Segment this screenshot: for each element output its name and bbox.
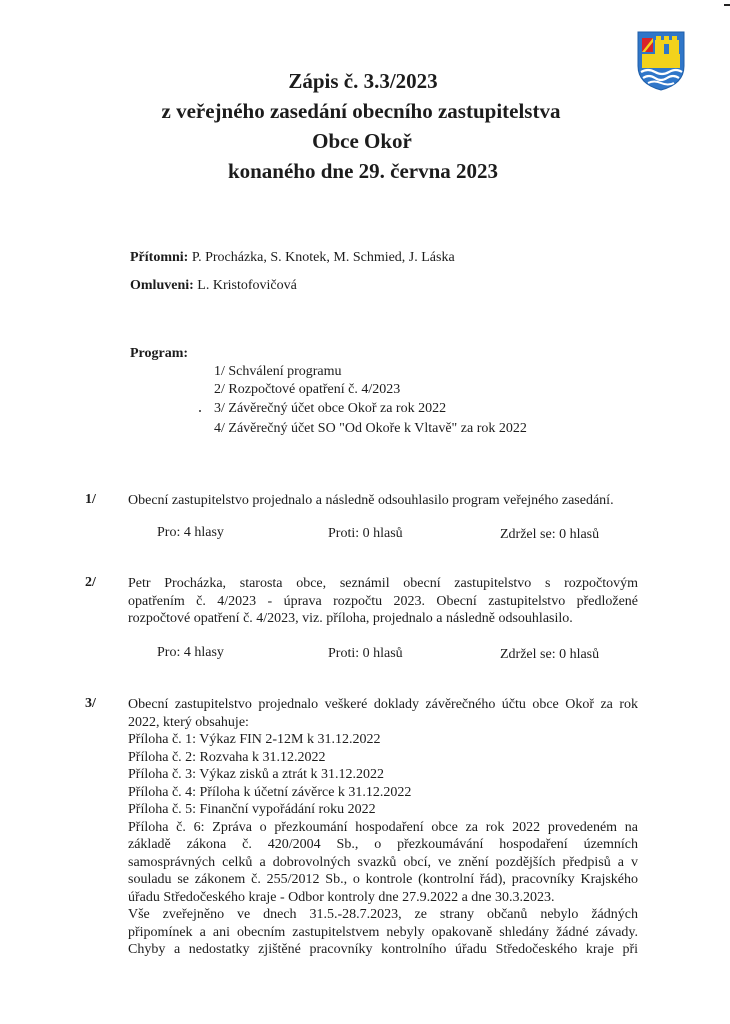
text-line: samosprávných celků a dobrovolných svazků obcí, ve znění pozdějších předpisů a v — [128, 854, 638, 870]
attachment-item: Příloha č. 2: Rozvaha k 31.12.2022 — [128, 749, 326, 765]
scan-mark — [724, 4, 730, 6]
text-line: Obecní zastupitelstvo projednalo veškeré doklady závěrečného účtu obce Okoř za rok — [128, 697, 638, 712]
attachment-item: Příloha č. 1: Výkaz FIN 2-12M k 31.12.2022 — [128, 732, 381, 747]
present-names: P. Procházka, S. Knotek, M. Schmied, J. Láska — [191, 250, 455, 265]
present-label: Přítomni: — [130, 250, 189, 265]
document-subtitle: z veřejného zasedání obecního zastupitelstva — [161, 99, 561, 123]
text-line: rozpočtové opatření č. 4/2023, viz. příloha, projednalo a následně odsouhlasilo. — [128, 611, 573, 626]
program-item: 4/ Závěrečný účet SO "Od Okoře k Vltavě" za rok 2022 — [214, 421, 527, 436]
item-text — [128, 575, 638, 628]
excused-names: L. Kristofovičová — [197, 278, 297, 293]
program-item: 3/ Závěrečný účet obce Okoř za rok 2022 — [214, 401, 447, 416]
vote-proti: Proti: 0 hlasů — [328, 646, 403, 661]
item-number: 3/ — [85, 696, 96, 711]
attachment-item: Příloha č. 3: Výkaz zisků a ztrát k 31.12.2022 — [128, 767, 384, 782]
text-line: úřadu Středočeského kraje - Odbor kontroly dne 27.9.2022 a dne 30.3.2023. — [128, 889, 555, 905]
vote-zdrzel: Zdržel se: 0 hlasů — [500, 647, 600, 662]
text-line: Chyby a nedostatky zjištěné pracovníky kontrolního úřadu Středočeského kraje při — [128, 942, 638, 957]
scan-speck — [199, 410, 201, 412]
item-number: 2/ — [85, 575, 96, 590]
vote-pro: Pro: 4 hlasy — [157, 525, 224, 540]
program-item: 1/ Schválení programu — [214, 364, 342, 379]
vote-proti: Proti: 0 hlasů — [328, 526, 403, 541]
item-text-continued — [128, 819, 638, 959]
text-line: opatřením č. 4/2023 - úprava rozpočtu 2023. Obecní zastupitelstvo předložené — [128, 593, 638, 609]
vote-pro: Pro: 4 hlasy — [157, 645, 224, 660]
document-title: Zápis č. 3.3/2023 — [288, 69, 438, 93]
text-line: souladu se zákonem č. 255/2012 Sb., o kontrole (kontrolní řád), pracovníky Krajského — [128, 872, 638, 887]
text-line: připomínek a ani obecním zastupitelstvem nebyly opakovaně shledány žádné závady. — [128, 924, 638, 940]
text-line: Příloha č. 6: Zpráva o přezkoumání hospodaření obce za rok 2022 provedeném na — [128, 819, 638, 835]
vote-zdrzel: Zdržel se: 0 hlasů — [500, 527, 600, 542]
text-line: Petr Procházka, starosta obce, seznámil obecní zastupitelstvo s rozpočtovým — [128, 576, 638, 591]
program-item: 2/ Rozpočtové opatření č. 4/2023 — [214, 382, 401, 397]
program-label: Program: — [130, 346, 189, 361]
text-line: Vše zveřejněno ve dnech 31.5.-28.7.2023, ze strany občanů nebylo žádných — [128, 907, 638, 922]
attendance-present — [130, 249, 455, 267]
text-line: 2022, který obsahuje: — [128, 714, 249, 730]
item-number: 1/ — [85, 492, 96, 507]
text-line: základě zákona č. 420/2004 Sb., o přezkoumávání hospodaření územních — [128, 837, 638, 852]
municipality-name: Obce Okoř — [312, 129, 412, 153]
attendance-excused — [130, 277, 297, 295]
meeting-date: konaného dne 29. června 2023 — [227, 159, 499, 183]
item-text: Obecní zastupitelstvo projednalo a následně odsouhlasilo program veřejného zasedání. — [128, 493, 614, 508]
attachment-item: Příloha č. 5: Finanční vypořádání roku 2022 — [128, 802, 376, 817]
excused-label: Omluveni: — [130, 278, 194, 293]
attachment-item: Příloha č. 4: Příloha k účetní závěrce k 31.12.2022 — [128, 784, 412, 800]
item-text — [128, 696, 638, 731]
